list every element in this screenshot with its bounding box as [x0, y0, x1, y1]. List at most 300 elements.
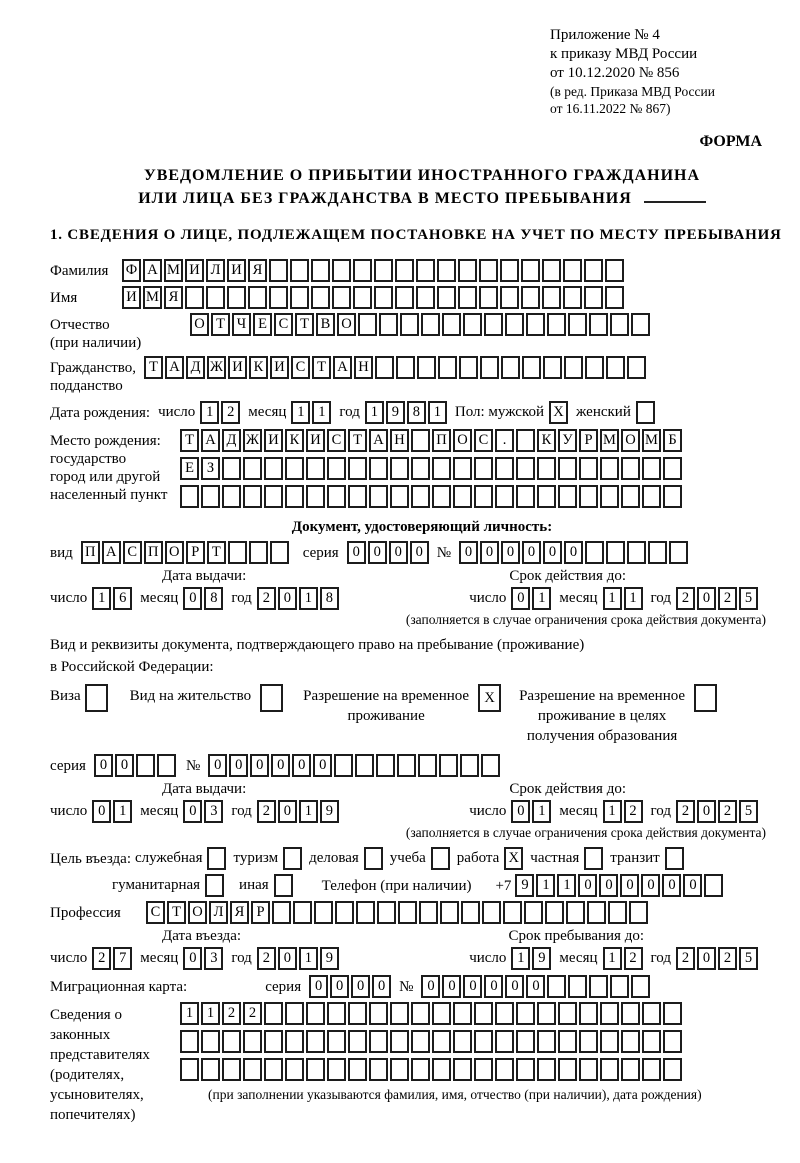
form-cell[interactable]: Я [164, 286, 183, 309]
form-cell[interactable]: Л [206, 259, 225, 282]
form-cell[interactable] [285, 1058, 304, 1081]
form-cell[interactable]: С [123, 541, 142, 564]
form-cell[interactable]: . [495, 429, 514, 452]
doc-number-cells[interactable] [459, 541, 688, 564]
form-cell[interactable]: 0 [511, 587, 530, 610]
form-cell[interactable]: 2 [676, 947, 695, 970]
stay-until-day-cells[interactable] [511, 947, 551, 970]
form-cell[interactable] [243, 457, 262, 480]
form-cell[interactable] [335, 901, 354, 924]
form-cell[interactable] [484, 313, 503, 336]
form-cell[interactable] [274, 874, 293, 897]
purpose-other-checkbox[interactable] [274, 874, 293, 897]
form-cell[interactable]: 0 [278, 947, 297, 970]
form-cell[interactable] [432, 1002, 451, 1025]
form-cell[interactable]: 1 [532, 800, 551, 823]
form-cell[interactable] [334, 754, 353, 777]
form-cell[interactable]: 1 [603, 800, 622, 823]
form-cell[interactable] [355, 754, 374, 777]
form-cell[interactable] [537, 1030, 556, 1053]
form-cell[interactable] [264, 1002, 283, 1025]
form-cell[interactable]: 5 [739, 947, 758, 970]
form-cell[interactable]: 2 [676, 800, 695, 823]
form-cell[interactable]: 0 [389, 541, 408, 564]
form-cell[interactable] [249, 541, 268, 564]
form-cell[interactable] [222, 1058, 241, 1081]
form-cell[interactable] [222, 1030, 241, 1053]
form-cell[interactable]: Р [251, 901, 270, 924]
form-cell[interactable]: Я [230, 901, 249, 924]
temp-residence-edu-checkbox[interactable] [694, 684, 717, 712]
form-cell[interactable] [495, 1058, 514, 1081]
form-cell[interactable]: 0 [278, 587, 297, 610]
form-cell[interactable] [579, 1002, 598, 1025]
form-cell[interactable]: 1 [428, 401, 447, 424]
form-cell[interactable] [663, 485, 682, 508]
form-cell[interactable] [379, 313, 398, 336]
form-cell[interactable]: С [291, 356, 310, 379]
form-cell[interactable] [621, 485, 640, 508]
form-cell[interactable] [663, 457, 682, 480]
form-cell[interactable] [369, 485, 388, 508]
stay-issue-year-cells[interactable] [257, 800, 339, 823]
form-cell[interactable] [369, 1030, 388, 1053]
form-cell[interactable]: И [122, 286, 141, 309]
form-cell[interactable] [390, 1030, 409, 1053]
form-cell[interactable] [180, 1058, 199, 1081]
form-cell[interactable]: 0 [697, 587, 716, 610]
form-cell[interactable] [311, 286, 330, 309]
form-cell[interactable] [285, 1030, 304, 1053]
form-cell[interactable] [537, 485, 556, 508]
form-cell[interactable]: 0 [526, 975, 545, 998]
purpose-transit-checkbox[interactable] [665, 847, 684, 870]
mc-number-cells[interactable] [421, 975, 650, 998]
form-cell[interactable] [442, 313, 461, 336]
form-cell[interactable] [542, 259, 561, 282]
form-cell[interactable] [364, 847, 383, 870]
form-cell[interactable] [243, 1030, 262, 1053]
form-cell[interactable]: О [453, 429, 472, 452]
form-cell[interactable] [558, 1002, 577, 1025]
form-cell[interactable] [547, 975, 566, 998]
form-cell[interactable]: А [333, 356, 352, 379]
form-cell[interactable] [458, 259, 477, 282]
form-cell[interactable] [516, 1030, 535, 1053]
form-cell[interactable] [547, 313, 566, 336]
form-cell[interactable] [432, 1030, 451, 1053]
form-cell[interactable] [306, 1058, 325, 1081]
form-cell[interactable] [272, 901, 291, 924]
form-cell[interactable] [416, 286, 435, 309]
form-cell[interactable] [306, 1030, 325, 1053]
form-cell[interactable] [227, 286, 246, 309]
form-cell[interactable] [642, 457, 661, 480]
form-cell[interactable] [348, 457, 367, 480]
form-cell[interactable] [374, 286, 393, 309]
representatives-row1-cells[interactable] [180, 1002, 702, 1025]
form-cell[interactable]: Я [248, 259, 267, 282]
form-cell[interactable] [248, 286, 267, 309]
form-cell[interactable]: 0 [697, 800, 716, 823]
form-cell[interactable]: И [270, 356, 289, 379]
form-cell[interactable] [636, 401, 655, 424]
form-cell[interactable]: У [558, 429, 577, 452]
form-cell[interactable] [201, 1030, 220, 1053]
purpose-study-checkbox[interactable] [431, 847, 450, 870]
stay-until-month-cells[interactable] [603, 947, 643, 970]
form-cell[interactable] [438, 356, 457, 379]
form-cell[interactable]: 1 [603, 947, 622, 970]
form-cell[interactable] [157, 754, 176, 777]
form-cell[interactable] [395, 286, 414, 309]
surname-cells[interactable] [122, 259, 624, 282]
form-cell[interactable] [648, 541, 667, 564]
form-cell[interactable] [327, 1030, 346, 1053]
form-cell[interactable] [516, 485, 535, 508]
form-cell[interactable] [283, 847, 302, 870]
form-cell[interactable] [474, 457, 493, 480]
form-cell[interactable]: 0 [459, 541, 478, 564]
form-cell[interactable] [398, 901, 417, 924]
form-cell[interactable] [516, 457, 535, 480]
form-cell[interactable]: 2 [257, 800, 276, 823]
form-cell[interactable] [516, 1002, 535, 1025]
form-cell[interactable]: 0 [271, 754, 290, 777]
form-cell[interactable] [663, 1002, 682, 1025]
form-cell[interactable] [621, 1002, 640, 1025]
form-cell[interactable] [264, 1058, 283, 1081]
form-cell[interactable] [627, 541, 646, 564]
form-cell[interactable] [568, 975, 587, 998]
form-cell[interactable] [564, 356, 583, 379]
form-cell[interactable] [694, 684, 717, 712]
form-cell[interactable] [526, 313, 545, 336]
form-cell[interactable] [600, 1030, 619, 1053]
form-cell[interactable]: О [337, 313, 356, 336]
form-cell[interactable]: Т [180, 429, 199, 452]
form-cell[interactable] [669, 541, 688, 564]
form-cell[interactable] [543, 356, 562, 379]
purpose-business-checkbox[interactable] [207, 847, 226, 870]
form-cell[interactable]: 2 [92, 947, 111, 970]
form-cell[interactable] [264, 485, 283, 508]
stay-number-cells[interactable] [208, 754, 500, 777]
form-cell[interactable] [566, 901, 585, 924]
form-cell[interactable]: 1 [557, 874, 576, 897]
form-cell[interactable]: Т [312, 356, 331, 379]
stay-until-year-cells[interactable] [676, 947, 758, 970]
form-cell[interactable] [474, 485, 493, 508]
birth-place-row2-cells[interactable] [180, 457, 682, 480]
form-cell[interactable] [332, 259, 351, 282]
form-cell[interactable]: 1 [536, 874, 555, 897]
form-cell[interactable] [353, 259, 372, 282]
form-cell[interactable]: 0 [183, 800, 202, 823]
form-cell[interactable]: М [600, 429, 619, 452]
form-cell[interactable] [377, 901, 396, 924]
form-cell[interactable] [290, 286, 309, 309]
form-cell[interactable]: 6 [113, 587, 132, 610]
form-cell[interactable]: 1 [511, 947, 530, 970]
form-cell[interactable] [610, 975, 629, 998]
form-cell[interactable]: 0 [330, 975, 349, 998]
form-cell[interactable] [558, 457, 577, 480]
doc-valid-month-cells[interactable] [603, 587, 643, 610]
form-cell[interactable] [642, 1058, 661, 1081]
form-cell[interactable]: 0 [697, 947, 716, 970]
form-cell[interactable]: 0 [641, 874, 660, 897]
form-cell[interactable]: Д [222, 429, 241, 452]
form-cell[interactable] [348, 1002, 367, 1025]
form-cell[interactable] [521, 259, 540, 282]
form-cell[interactable]: 0 [347, 541, 366, 564]
form-cell[interactable]: 0 [94, 754, 113, 777]
form-cell[interactable] [524, 901, 543, 924]
form-cell[interactable]: С [146, 901, 165, 924]
form-cell[interactable] [417, 356, 436, 379]
form-cell[interactable] [437, 259, 456, 282]
form-cell[interactable]: 0 [501, 541, 520, 564]
birth-month-cells[interactable] [291, 401, 331, 424]
form-cell[interactable] [411, 1058, 430, 1081]
form-cell[interactable]: 0 [292, 754, 311, 777]
form-cell[interactable]: Ж [243, 429, 262, 452]
form-cell[interactable] [356, 901, 375, 924]
entry-day-cells[interactable] [92, 947, 132, 970]
form-cell[interactable]: 1 [312, 401, 331, 424]
form-cell[interactable] [327, 1058, 346, 1081]
form-cell[interactable] [495, 457, 514, 480]
form-cell[interactable] [390, 1058, 409, 1081]
form-cell[interactable] [474, 1030, 493, 1053]
birth-place-row3-cells[interactable] [180, 485, 682, 508]
entry-month-cells[interactable] [183, 947, 223, 970]
form-cell[interactable] [432, 457, 451, 480]
form-cell[interactable]: Н [390, 429, 409, 452]
form-cell[interactable]: Т [348, 429, 367, 452]
form-cell[interactable]: С [274, 313, 293, 336]
form-cell[interactable]: С [327, 429, 346, 452]
form-cell[interactable] [585, 541, 604, 564]
form-cell[interactable]: К [285, 429, 304, 452]
purpose-commercial-checkbox[interactable] [364, 847, 383, 870]
form-cell[interactable]: 0 [421, 975, 440, 998]
mc-series-cells[interactable] [309, 975, 391, 998]
profession-cells[interactable] [146, 901, 648, 924]
stay-issue-month-cells[interactable] [183, 800, 223, 823]
form-cell[interactable] [459, 356, 478, 379]
form-cell[interactable] [353, 286, 372, 309]
form-cell[interactable]: 2 [257, 947, 276, 970]
form-cell[interactable] [205, 874, 224, 897]
form-cell[interactable] [642, 1030, 661, 1053]
form-cell[interactable]: 1 [532, 587, 551, 610]
form-cell[interactable] [421, 313, 440, 336]
form-cell[interactable]: 1 [291, 401, 310, 424]
form-cell[interactable]: 0 [351, 975, 370, 998]
form-cell[interactable] [327, 457, 346, 480]
form-cell[interactable]: 0 [578, 874, 597, 897]
form-cell[interactable] [306, 485, 325, 508]
form-cell[interactable]: Р [186, 541, 205, 564]
form-cell[interactable] [285, 1002, 304, 1025]
form-cell[interactable] [400, 313, 419, 336]
stay-valid-year-cells[interactable] [676, 800, 758, 823]
form-cell[interactable] [348, 485, 367, 508]
form-cell[interactable] [545, 901, 564, 924]
form-cell[interactable]: 1 [299, 800, 318, 823]
form-cell[interactable] [440, 901, 459, 924]
form-cell[interactable]: Ч [232, 313, 251, 336]
phone-cells[interactable] [515, 874, 723, 897]
form-cell[interactable] [479, 286, 498, 309]
form-cell[interactable]: 0 [463, 975, 482, 998]
form-cell[interactable] [516, 1058, 535, 1081]
stay-valid-day-cells[interactable] [511, 800, 551, 823]
form-cell[interactable]: П [81, 541, 100, 564]
form-cell[interactable] [579, 485, 598, 508]
form-cell[interactable]: 9 [320, 800, 339, 823]
form-cell[interactable] [474, 1002, 493, 1025]
form-cell[interactable] [463, 313, 482, 336]
form-cell[interactable] [136, 754, 155, 777]
form-cell[interactable] [501, 356, 520, 379]
form-cell[interactable] [201, 485, 220, 508]
form-cell[interactable]: 0 [564, 541, 583, 564]
form-cell[interactable] [369, 1002, 388, 1025]
form-cell[interactable] [558, 1030, 577, 1053]
form-cell[interactable] [563, 259, 582, 282]
form-cell[interactable]: 5 [739, 800, 758, 823]
doc-valid-year-cells[interactable] [676, 587, 758, 610]
form-cell[interactable] [503, 901, 522, 924]
purpose-private-checkbox[interactable] [584, 847, 603, 870]
name-cells[interactable] [122, 286, 624, 309]
sex-male-checkbox[interactable] [549, 401, 568, 424]
entry-year-cells[interactable] [257, 947, 339, 970]
form-cell[interactable] [358, 313, 377, 336]
form-cell[interactable] [416, 259, 435, 282]
form-cell[interactable]: 9 [532, 947, 551, 970]
form-cell[interactable]: X [549, 401, 568, 424]
doc-valid-day-cells[interactable] [511, 587, 551, 610]
form-cell[interactable] [311, 259, 330, 282]
form-cell[interactable] [621, 1030, 640, 1053]
form-cell[interactable]: 0 [250, 754, 269, 777]
form-cell[interactable] [201, 1058, 220, 1081]
form-cell[interactable] [589, 975, 608, 998]
form-cell[interactable] [460, 754, 479, 777]
form-cell[interactable]: 9 [515, 874, 534, 897]
form-cell[interactable] [621, 1058, 640, 1081]
form-cell[interactable] [584, 847, 603, 870]
stay-valid-month-cells[interactable] [603, 800, 643, 823]
form-cell[interactable]: 0 [372, 975, 391, 998]
form-cell[interactable]: 2 [243, 1002, 262, 1025]
form-cell[interactable]: 2 [718, 587, 737, 610]
form-cell[interactable] [631, 975, 650, 998]
form-cell[interactable] [608, 901, 627, 924]
form-cell[interactable]: А [369, 429, 388, 452]
form-cell[interactable]: 0 [505, 975, 524, 998]
form-cell[interactable] [376, 754, 395, 777]
form-cell[interactable]: 2 [718, 947, 737, 970]
form-cell[interactable] [290, 259, 309, 282]
form-cell[interactable] [432, 1058, 451, 1081]
form-cell[interactable]: 3 [204, 800, 223, 823]
form-cell[interactable] [207, 847, 226, 870]
form-cell[interactable]: 9 [320, 947, 339, 970]
birth-place-row1-cells[interactable] [180, 429, 682, 452]
form-cell[interactable]: 0 [115, 754, 134, 777]
form-cell[interactable] [264, 1030, 283, 1053]
form-cell[interactable] [327, 1002, 346, 1025]
form-cell[interactable]: 0 [183, 587, 202, 610]
form-cell[interactable] [306, 457, 325, 480]
form-cell[interactable] [348, 1058, 367, 1081]
form-cell[interactable]: Т [295, 313, 314, 336]
form-cell[interactable] [627, 356, 646, 379]
form-cell[interactable] [600, 485, 619, 508]
form-cell[interactable]: М [143, 286, 162, 309]
form-cell[interactable]: Л [209, 901, 228, 924]
form-cell[interactable]: 7 [113, 947, 132, 970]
form-cell[interactable] [222, 457, 241, 480]
form-cell[interactable] [314, 901, 333, 924]
form-cell[interactable]: К [537, 429, 556, 452]
form-cell[interactable]: 0 [442, 975, 461, 998]
form-cell[interactable] [589, 313, 608, 336]
form-cell[interactable] [418, 754, 437, 777]
form-cell[interactable] [285, 457, 304, 480]
form-cell[interactable]: Р [579, 429, 598, 452]
form-cell[interactable] [568, 313, 587, 336]
citizenship-cells[interactable] [144, 356, 646, 379]
form-cell[interactable] [180, 485, 199, 508]
form-cell[interactable] [542, 286, 561, 309]
form-cell[interactable] [600, 457, 619, 480]
form-cell[interactable] [610, 313, 629, 336]
doc-issue-month-cells[interactable] [183, 587, 223, 610]
form-cell[interactable]: 0 [368, 541, 387, 564]
form-cell[interactable] [606, 541, 625, 564]
form-cell[interactable] [584, 259, 603, 282]
form-cell[interactable]: 1 [365, 401, 384, 424]
form-cell[interactable]: 1 [624, 587, 643, 610]
visa-checkbox[interactable] [85, 684, 108, 712]
form-cell[interactable] [600, 1002, 619, 1025]
form-cell[interactable]: И [264, 429, 283, 452]
form-cell[interactable]: 0 [313, 754, 332, 777]
form-cell[interactable] [606, 356, 625, 379]
representatives-row3-cells[interactable] [180, 1058, 702, 1081]
form-cell[interactable]: Д [186, 356, 205, 379]
form-cell[interactable]: 2 [624, 947, 643, 970]
form-cell[interactable] [453, 457, 472, 480]
form-cell[interactable]: О [188, 901, 207, 924]
form-cell[interactable]: 8 [320, 587, 339, 610]
form-cell[interactable] [558, 485, 577, 508]
form-cell[interactable]: 1 [299, 947, 318, 970]
form-cell[interactable] [500, 286, 519, 309]
form-cell[interactable] [521, 286, 540, 309]
form-cell[interactable]: 0 [309, 975, 328, 998]
form-cell[interactable]: 2 [624, 800, 643, 823]
form-cell[interactable] [453, 1002, 472, 1025]
form-cell[interactable] [495, 1030, 514, 1053]
form-cell[interactable]: А [165, 356, 184, 379]
